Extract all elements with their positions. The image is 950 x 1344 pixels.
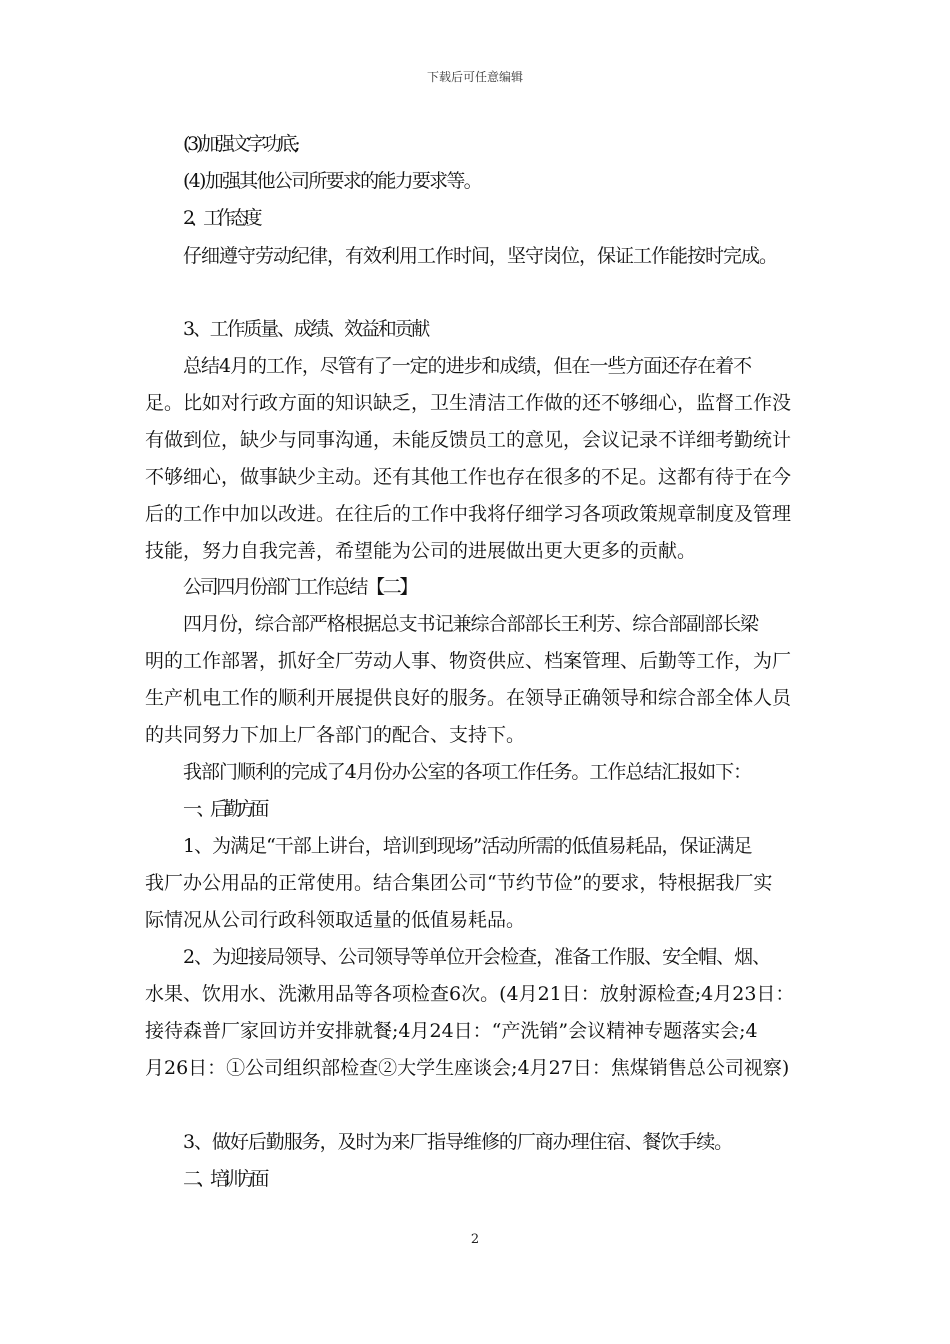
text-line: 水果、饮用水、洗漱用品等各项检查6次。(4月21日：放射源检查;4月23日： <box>145 983 795 1005</box>
text-line: 仔细遵守劳动纪律，有效利用工作时间，坚守岗位，保证工作能按时完成。 <box>183 245 778 267</box>
section-heading: 一、后勤方面 <box>183 798 265 820</box>
section-heading: 公司四月份部门工作总结【二】 <box>183 576 417 598</box>
text-line: 我厂办公用品的正常使用。结合集团公司“节约节俭”的要求，特根据我厂实 <box>145 872 773 894</box>
page-header: 下载后可任意编辑 <box>426 70 523 84</box>
text-line: 生产机电工作的顺利开展提供良好的服务。在领导正确领导和综合部全体人员 <box>145 687 792 709</box>
text-line: 总结4月的工作，尽管有了一定的进步和成绩，但在一些方面还存在着不 <box>183 355 752 377</box>
text-line: 2、为迎接局领导、公司领导等单位开会检查，准备工作服、安全帽、烟、 <box>183 946 771 968</box>
section-heading: 二、培训方面 <box>183 1168 265 1190</box>
text-line: 后的工作中加以改进。在往后的工作中我将仔细学习各项政策规章制度及管理 <box>145 503 792 525</box>
text-line: 四月份，综合部严格根据总支书记兼综合部部长王利芳、综合部副部长梁 <box>183 613 759 635</box>
text-line: 不够细心，做事缺少主动。还有其他工作也存在很多的不足。这都有待于在今 <box>145 466 792 488</box>
page-number: 2 <box>470 1232 480 1247</box>
text-line: (4)加强其他公司所要求的能力要求等。 <box>183 170 481 192</box>
section-heading: 2、工作态度 <box>183 207 258 229</box>
text-line: 接待森普厂家回访并安排就餐;4月24日：“产洗销”会议精神专题落实会;4 <box>145 1020 758 1042</box>
text-line: 3、做好后勤服务，及时为来厂指导维修的厂商办理住宿、餐饮手续。 <box>183 1131 733 1153</box>
text-line: 1、为满足“干部上讲台，培训到现场”活动所需的低值易耗品，保证满足 <box>183 835 752 857</box>
text-line: (3)加强文字功底; <box>183 133 298 155</box>
text-line: 月26日：①公司组织部检查②大学生座谈会;4月27日：焦煤销售总公司视察) <box>145 1057 790 1079</box>
text-line: 我部门顺利的完成了4月份办公室的各项工作任务。工作总结汇报如下： <box>183 761 752 783</box>
text-line: 明的工作部署，抓好全厂劳动人事、物资供应、档案管理、后勤等工作，为厂 <box>145 650 792 672</box>
text-line: 际情况从公司行政科领取适量的低值易耗品。 <box>145 909 526 931</box>
text-line: 有做到位，缺少与同事沟通，未能反馈员工的意见，会议记录不详细考勤统计 <box>145 429 792 451</box>
text-line: 技能，努力自我完善，希望能为公司的进展做出更大更多的贡献。 <box>145 540 697 562</box>
text-line: 的共同努力下加上厂各部门的配合、支持下。 <box>145 724 526 746</box>
section-heading: 3、工作质量、成绩、效益和贡献 <box>183 318 429 340</box>
text-line: 足。比如对行政方面的知识缺乏，卫生清洁工作做的还不够细心，监督工作没 <box>145 392 792 414</box>
